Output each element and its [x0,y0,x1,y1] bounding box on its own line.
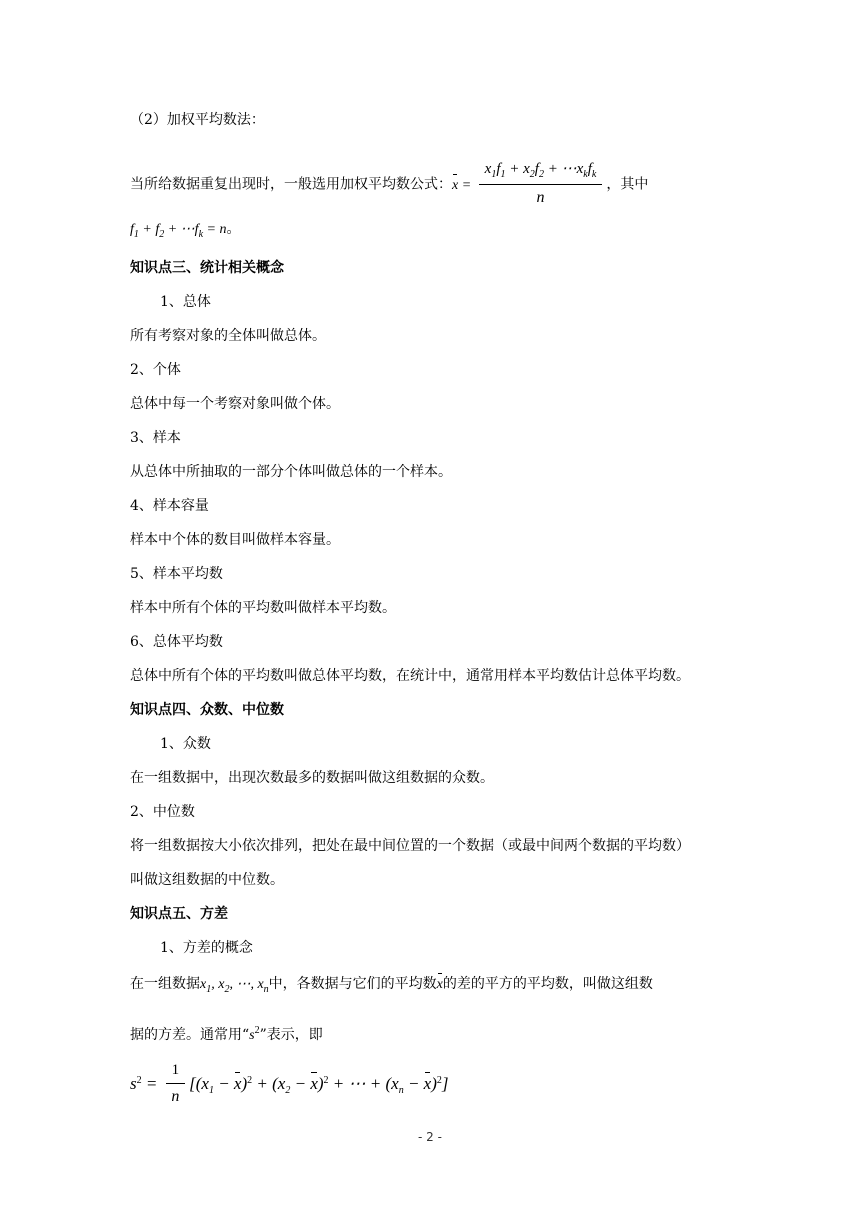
weighted-average-formula-line [130,161,648,210]
weight-sum-formula: $f_1 + f_2$ + $\cdots f_k = n$ [130,222,227,240]
weighted-average-formula: x = $\frac{x_1f_1 + x_2f_2 + \cdots x_kf_k}{n}$ [452,178,606,193]
weight-sum-period: 。 [226,221,241,237]
variance-desc-e: ”表示，即 [259,1027,323,1043]
item-variance-concept: 1、方差的概念 [160,940,253,956]
item-mode-desc: 在一组数据中，出现次数最多的数据叫做这组数据的众数。 [130,770,494,786]
item-population-mean: 6、总体平均数 [130,634,223,650]
item-sample-size-desc: 样本中个体的数目叫做样本容量。 [130,532,340,548]
item-individual: 2、个体 [130,362,181,378]
weighted-average-text: 当所给数据重复出现时，一般选用加权平均数公式： [130,176,452,193]
item-mode: 1、众数 [160,736,211,752]
variance-symbol: $s^2$ [249,1025,260,1043]
item-median: 2、中位数 [130,804,195,820]
item-sample-desc: 从总体中所抽取的一部分个体叫做总体的一个样本。 [130,464,452,480]
variance-desc-a: 在一组数据 [130,976,200,992]
item-sample: 3、样本 [130,430,181,446]
weight-sum-formula-line [130,219,240,241]
section-heading-5: 知识点五、方差 [130,906,228,922]
item-median-desc-1: 将一组数据按大小依次排列，把处在最中间位置的一个数据（或最中间两个数据的平均数） [130,838,690,854]
data-list-formula: $x_1$, $x_2$, ⋯, $x_n$ [200,977,269,995]
page-number: - 2 - [418,1130,442,1144]
mean-symbol: x [437,975,443,995]
item-sample-mean-desc: 样本中所有个体的平均数叫做样本平均数。 [130,600,396,616]
variance-desc-c: 的差的平方的平均数，叫做这组数 [442,976,653,992]
section-heading-4: 知识点四、众数、中位数 [130,702,284,718]
weighted-average-title: （2）加权平均数法： [130,112,265,128]
weighted-average-tail: ，其中 [606,176,649,193]
variance-desc-line-1 [130,974,653,996]
item-population-mean-desc: 总体中所有个体的平均数叫做总体平均数，在统计中，通常用样本平均数估计总体平均数。 [130,668,690,684]
item-population: 1、总体 [160,294,211,310]
variance-desc-b: 中，各数据与它们的平均数 [268,976,437,992]
item-population-desc: 所有考察对象的全体叫做总体。 [130,328,326,344]
item-sample-mean: 5、样本平均数 [130,566,223,582]
variance-formula: $s^2$ = $\frac{1}{n}$ [$(x_1 - x)^2 + (x_2 - x)^2$ + ⋯ + $(x_n - x)^2$] [130,1062,449,1105]
item-individual-desc: 总体中每一个考察对象叫做个体。 [130,396,340,412]
variance-desc-d: 据的方差。通常用“ [130,1027,250,1043]
item-median-desc-2: 叫做这组数据的中位数。 [130,872,284,888]
section-heading-3: 知识点三、统计相关概念 [130,260,284,276]
item-sample-size: 4、样本容量 [130,498,209,514]
variance-desc-line-2 [130,1025,323,1047]
